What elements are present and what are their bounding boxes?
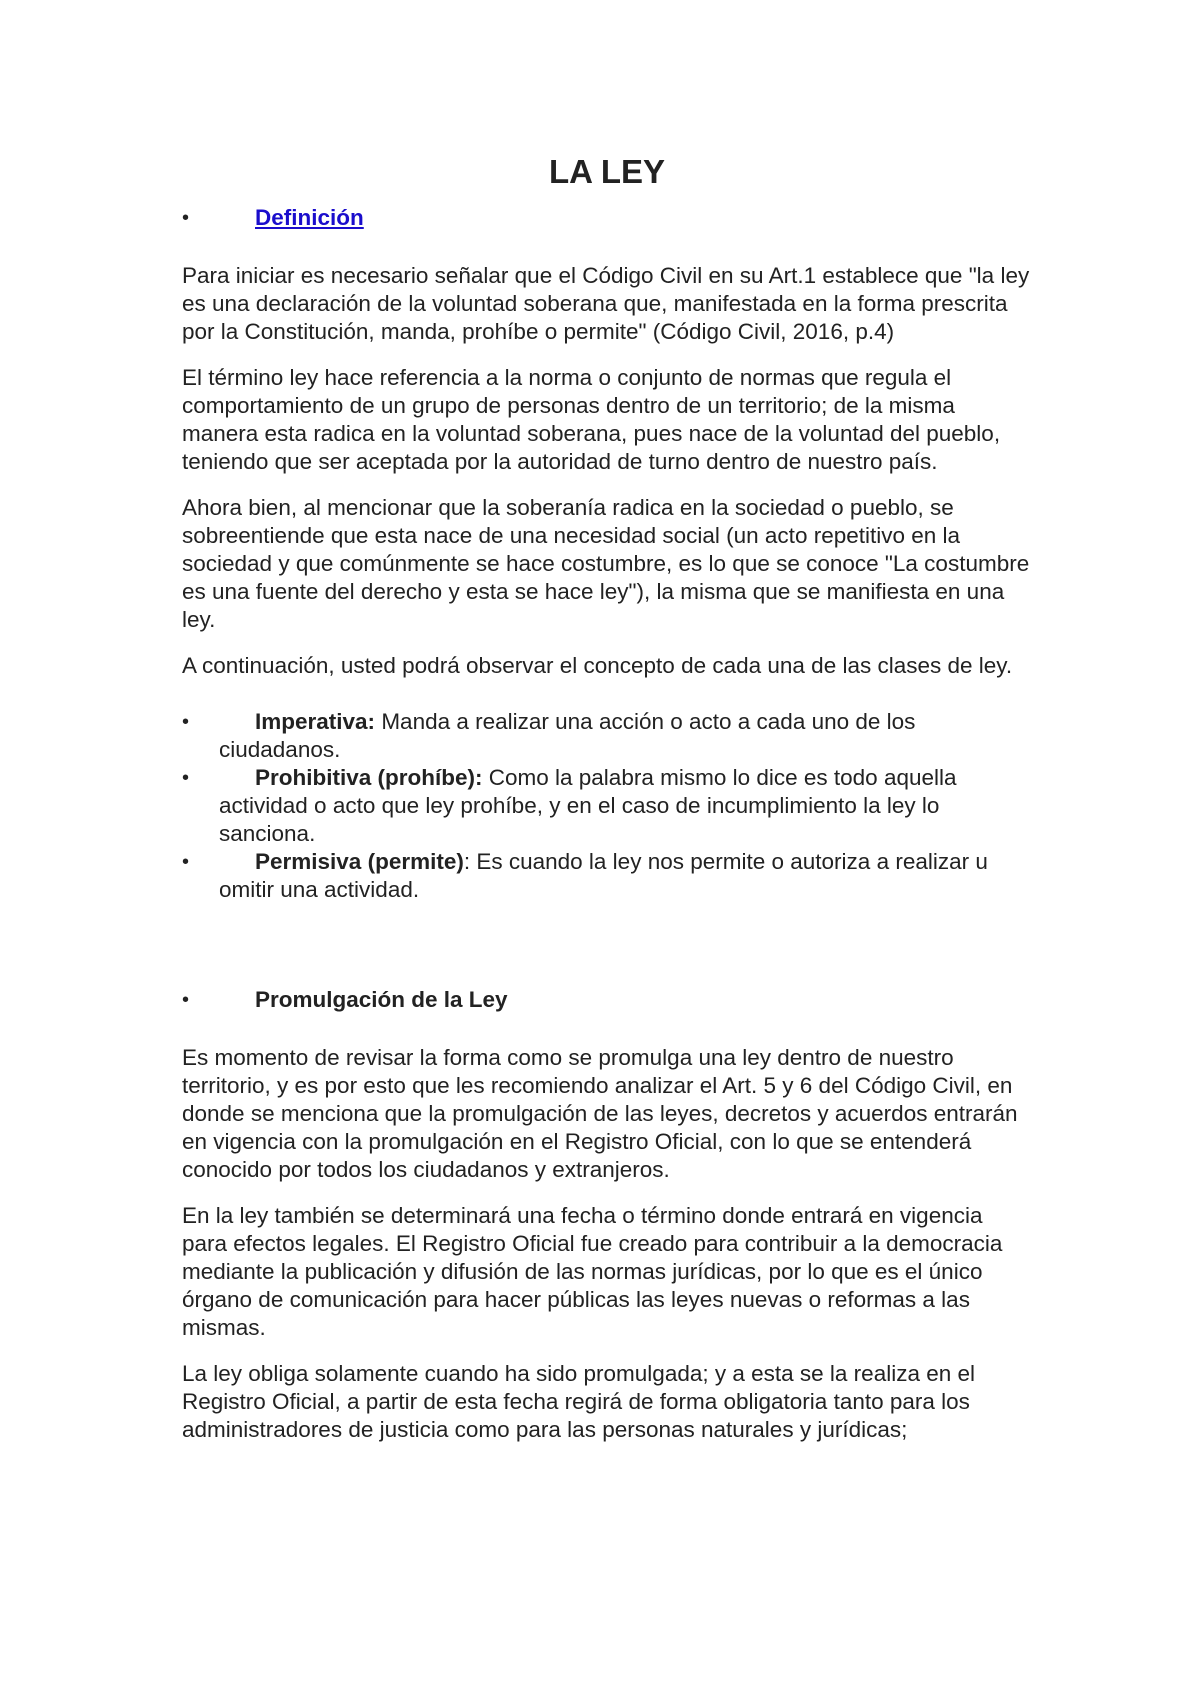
bullet-icon: • (182, 851, 190, 873)
definicion-link[interactable]: Definición (255, 205, 364, 230)
paragraph: En la ley también se determinará una fecha o término donde entrará en vigencia para efectos legales. El Registro Oficial fue creado para contribuir a la democracia mediante la publicación y difusión de las normas jurídicas, por lo que es el único órgano de comunicación para hacer públicas las leyes nuevas o reformas a las mismas. (182, 1203, 1003, 1340)
bullet-icon: • (182, 767, 190, 789)
list-item (182, 708, 1032, 764)
bullet-icon: • (182, 711, 190, 733)
type-description: Como la palabra mismo lo dice es todo aquella actividad o acto que ley prohíbe, y en el caso de incumplimiento la ley lo sanciona. (219, 765, 957, 846)
type-description: : Es cuando la ley nos permite o autoriza a realizar u omitir una actividad. (219, 849, 988, 902)
bullet-icon: • (182, 207, 190, 229)
list-item (182, 764, 1032, 848)
section-heading-text: Promulgación de la Ley (255, 987, 508, 1012)
bullet-icon: • (182, 989, 190, 1011)
list-item (182, 848, 1032, 904)
page-title: LA LEY (548, 153, 666, 190)
paragraph: La ley obliga solamente cuando ha sido promulgada; y a esta se la realiza en el Registro Oficial, a partir de esta fecha regirá de forma obligatoria tanto para los administradores de justicia como para las personas naturales y jurídicas; (182, 1361, 976, 1442)
paragraph: Es momento de revisar la forma como se promulga una ley dentro de nuestro territorio, y es por esto que les recomiendo analizar el Art. 5 y 6 del Código Civil, en donde se menciona que la promulgación de las leyes, decretos y acuerdos entrarán en vigencia con la promulgación en el Registro Oficial, con lo que se entenderá conocido por todos los ciudadanos y extranjeros. (182, 1045, 1018, 1182)
type-description: Manda a realizar una acción o acto a cada uno de los ciudadanos. (219, 709, 916, 762)
paragraph: El término ley hace referencia a la norma o conjunto de normas que regula el comportamiento de un grupo de personas dentro de un territorio; de la misma manera esta radica en la voluntad soberana, pues nace de la voluntad del pueblo, teniendo que ser aceptada por la autoridad de turno dentro de nuestro país. (182, 365, 1001, 474)
paragraph: A continuación, usted podrá observar el concepto de cada una de las clases de ley. (182, 653, 1013, 678)
document-content (182, 152, 1032, 1444)
type-term: Prohibitiva (prohíbe): (255, 765, 483, 790)
type-term: Permisiva (permite) (255, 849, 464, 874)
paragraph: Ahora bien, al mencionar que la soberanía radica en la sociedad o pueblo, se sobreentiende que esta nace de una necesidad social (un acto repetitivo en la sociedad y que comúnmente se hace costumbre, es lo que se conoce "La costumbre es una fuente del derecho y esta se hace ley"), la misma que se manifiesta en una ley. (182, 495, 1030, 632)
law-types-list (182, 708, 1032, 904)
type-term: Imperativa: (255, 709, 376, 734)
paragraph: Para iniciar es necesario señalar que el Código Civil en su Art.1 establece que "la ley es una declaración de la voluntad soberana que, manifestada en la forma prescrita por la Constitución, manda, prohíbe o permite" (Código Civil, 2016, p.4) (182, 263, 1030, 344)
section-heading-definicion (182, 204, 1032, 232)
section-heading-promulgacion (182, 986, 1032, 1014)
